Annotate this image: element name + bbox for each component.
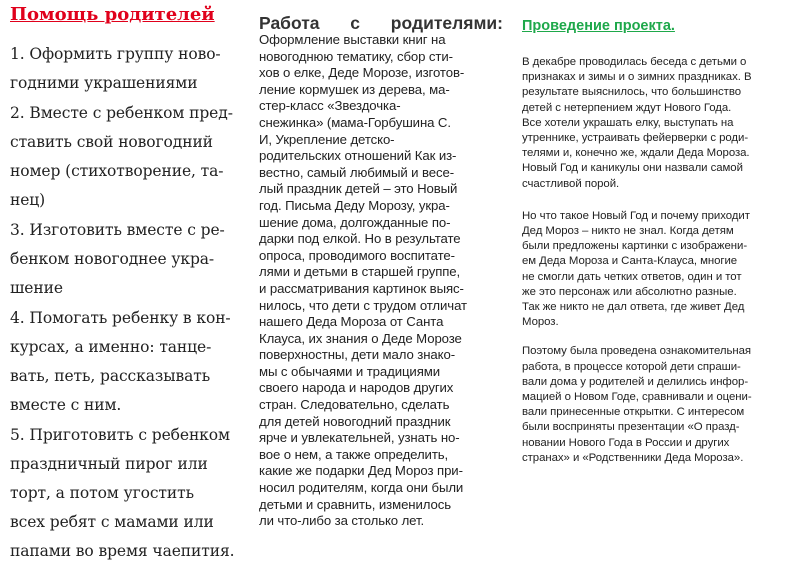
work-with-parents-title: Работа с родителями:: [259, 13, 503, 33]
project-column: [522, 18, 794, 483]
parents-help-title: Помощь родителей: [10, 4, 215, 25]
work-with-parents-body: Оформление выставки книг на новогоднюю тематику, сбор сти- хов о елке, Деде Морозе, изготов- ление кормушек из дерева, ма- стер-класс «Звездочка- снежинка» (мама-Горбушина С. И, Укрепление детско- родительских отношений Как из- вестно, самый любимый и весе- лый праздник детей – это Новый год. Письма Деду Морозу, укра- шение дома, долгожданные по- дарки под елкой. Но в результате опроса, проводимого воспитате- лями и детьми в старшей группе, и рассматривания картинок выяс- нилось, что дети с трудом отличат нашего Деда Мороза от Санта Клауса, их знания о Деде Морозе поверхностны, дети мало знако- мы с обычаями и традициями своего народа и народов других стран. Следовательно, сделать для детей новогодний праздник ярче и увлекательней, узнать но- вое о нем, а также определить, какие же подарки Дед Мороз при- носил родителям, когда они были детьми и сравнить, изменилось ли что-либо за столько лет.: [259, 32, 467, 529]
list-item: 5. Приготовить с ребенком праздничный пирог или торт, а потом угостить всех ребят с мамами или папами во время чаепития.: [10, 426, 235, 560]
list-item: 1. Оформить группу ново- годними украшениями: [10, 45, 221, 92]
project-paragraph: Поэтому была проведена ознакомительная работа, в процессе которой дети спраши- вали дома у родителей и делились инфор- мацией о Новом Годе, сравнивали и оцени- вали принесенные открытки. С интересом были восприняты презентации «О празд- новании Нового Года в России и других странах» и «Родственники Деда Мороза».: [522, 345, 752, 464]
list-item: 4. Помогать ребенку в кон- курсах, а именно: танце- вать, петь, рассказывать вместе с ним.: [10, 309, 231, 414]
project-title: Проведение проекта.: [522, 18, 675, 34]
parents-help-column: [10, 4, 250, 567]
list-item: 3. Изготовить вместе с ре- бенком новогоднее укра- шение: [10, 221, 225, 297]
project-paragraph: Но что такое Новый Год и почему приходит Дед Мороз – никто не знал. Когда детям были предложены картинки с изображени- ем Деда Мороза и Санта-Клауса, многие не смогли дать четких ответов, один и тот же это персонаж или абсолютно разные. Так же никто не дал ответа, где живет Дед Мороз.: [522, 209, 750, 329]
list-item: 2. Вместе с ребенком пред- ставить свой новогодний номер (стихотворение, та- нец): [10, 104, 233, 209]
project-paragraph: В декабре проводилась беседа с детьми о признаках и зимы и о зимних праздниках. В результате выяснилось, что большинство детей с нетерпением ждут Нового Года. Все хотели украшать елку, выступать на утреннике, устраивать фейерверки с роди- телями и, конечно же, ждали Деда Мороза. Новый Год и каникулы они назвали самой счастливой порой.: [522, 56, 752, 190]
work-with-parents-column: [259, 14, 503, 530]
